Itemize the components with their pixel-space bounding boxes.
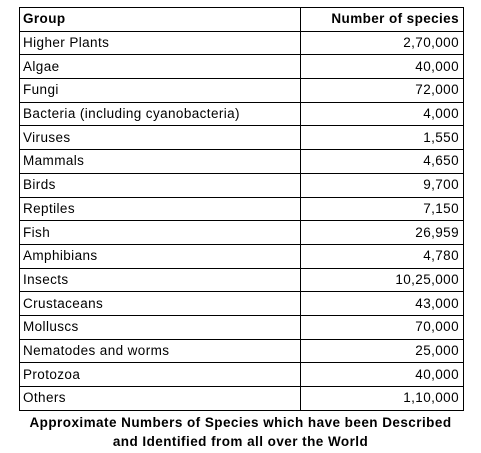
species-table — [19, 7, 464, 411]
table-row — [20, 102, 464, 126]
table-row — [20, 55, 464, 79]
species-count-cell: 72,000 — [301, 79, 464, 103]
species-count-cell: 40,000 — [301, 363, 464, 387]
table-row — [20, 339, 464, 363]
group-cell: Fungi — [20, 79, 301, 103]
group-cell: Insects — [20, 268, 301, 292]
table-row — [20, 150, 464, 174]
table-row — [20, 268, 464, 292]
species-count-cell: 26,959 — [301, 221, 464, 245]
group-cell: Bacteria (including cyanobacteria) — [20, 102, 301, 126]
table-row — [20, 197, 464, 221]
group-column-header: Group — [20, 8, 301, 32]
species-count-cell: 2,70,000 — [301, 31, 464, 55]
species-count-cell: 4,780 — [301, 244, 464, 268]
species-count-cell: 1,10,000 — [301, 387, 464, 411]
group-cell: Protozoa — [20, 363, 301, 387]
caption-line-2: and Identified from all over the World — [112, 434, 369, 449]
table-header — [20, 8, 464, 32]
table-body — [20, 31, 464, 410]
species-count-cell: 70,000 — [301, 315, 464, 339]
group-cell: Mammals — [20, 150, 301, 174]
table-row — [20, 244, 464, 268]
table-row — [20, 387, 464, 411]
table-row — [20, 79, 464, 103]
table-caption — [0, 413, 481, 451]
species-count-cell: 43,000 — [301, 292, 464, 316]
species-count-cell: 1,550 — [301, 126, 464, 150]
table-row — [20, 221, 464, 245]
group-cell: Higher Plants — [20, 31, 301, 55]
group-cell: Molluscs — [20, 315, 301, 339]
group-cell: Amphibians — [20, 244, 301, 268]
species-count-cell: 4,650 — [301, 150, 464, 174]
group-cell: Nematodes and worms — [20, 339, 301, 363]
group-cell: Viruses — [20, 126, 301, 150]
group-cell: Others — [20, 387, 301, 411]
caption-line-1: Approximate Numbers of Species which have been Described — [29, 415, 452, 430]
species-count-cell: 7,150 — [301, 197, 464, 221]
species-count-column-header: Number of species — [301, 8, 464, 32]
table-row — [20, 315, 464, 339]
table-header-row — [20, 8, 464, 32]
table-row — [20, 363, 464, 387]
table-row — [20, 292, 464, 316]
group-cell: Birds — [20, 173, 301, 197]
species-count-cell: 40,000 — [301, 55, 464, 79]
table-row — [20, 173, 464, 197]
species-count-cell: 9,700 — [301, 173, 464, 197]
group-cell: Algae — [20, 55, 301, 79]
species-count-cell: 4,000 — [301, 102, 464, 126]
group-cell: Crustaceans — [20, 292, 301, 316]
species-count-cell: 10,25,000 — [301, 268, 464, 292]
group-cell: Fish — [20, 221, 301, 245]
species-count-cell: 25,000 — [301, 339, 464, 363]
table-row — [20, 126, 464, 150]
group-cell: Reptiles — [20, 197, 301, 221]
table-row — [20, 31, 464, 55]
